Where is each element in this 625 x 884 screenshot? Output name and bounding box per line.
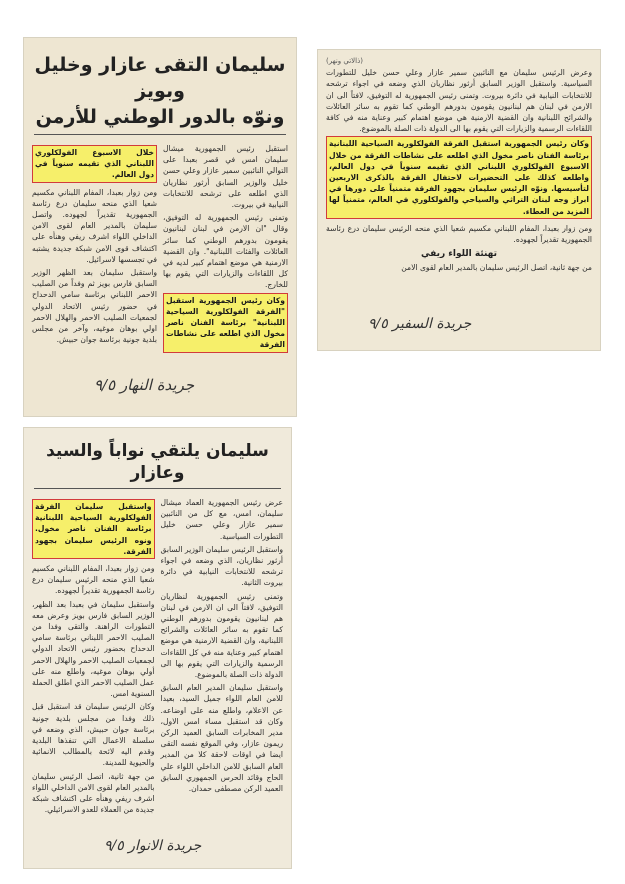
clipping-c-columns (24, 493, 291, 821)
clipping-c-paragraph: واستقبل سليمان في بعبدا بعد الظهر، الوزير السابق فارس بويز وعرض معه التطورات الراهنة. والتقى وفدا من الصليب الاحمر اللبناني برئاسة سامي الدحداح بحضور رئيس الاتحاد الدولي لجمعيات الصليب الاحمر والهلال الاحمر أولي بوهان موغيه، واطلع منه على عمل الصليب الاحمر الذي اطلق الحملة السنوية امس. (32, 599, 155, 699)
clipping-b-handwritten-source: جريدة السفير ٩/٥ (368, 316, 472, 332)
clipping-a-col-right (163, 143, 288, 357)
clipping-annahar (24, 38, 296, 416)
clipping-c-paragraph: عرض رئيس الجمهورية العماد ميشال سليمان، امس، مع كل من النائبين سمير عازار وعلي حسن خليل التطورات السياسية. (160, 498, 283, 541)
clipping-a-handwritten-source: جريدة النهار ٩/٥ (94, 376, 195, 394)
clipping-a-headline-line1: سليمان التقى عازار وخليل وبويز (34, 54, 286, 102)
clipping-b-paragraph: وعرض الرئيس سليمان مع النائبين سمير عازار وعلي حسن خليل للتطورات السياسية. واستقبل الوزير السابق أرثور نظاريان الذي وضعه في اجواء ترشحه للانتخابات النيابية في دائرة بيروت. وتمنى رئيس الجمهورية له التوفيق، لافتاً الى ان الارمن في لبنان هم لبنانيون يقومون بدورهم الوطني كما تقوم به سائر العائلات والشرائح اللبنانية وان القضية الارمنية هي موضع اهتمام كبير وعناية منه في كافة اللقاءات الرسمية والزيارات التي يقوم بها الى الدولة ذات الصلة بالموضوع. (326, 68, 592, 134)
clipping-a-paragraph: ومن زوار بعبدا، المفام اللبناني مكسيم شعيا الذي منحه سليمان درع رئاسة الجمهورية تقديراً لجهوده. واتصل سليمان بالمدير العام لقوى الامن الداخلي اللواء اشرف ريفي وهنأه على اكتشاف قوى الامن شبكة جديدة يشتبه في تجسسها لاسرائيل. (32, 187, 157, 264)
clipping-a-paragraph: استقبل رئيس الجمهورية ميشال سليمان امس في قصر بعبدا على التوالي النائبين سمير عازار وعلي حسن خليل والوزير السابق أرثور نظاريان الذي اطلعه على ترشحه للانتخابات النيابية في بيروت. (163, 144, 288, 210)
clipping-a-paragraph: وتمنى رئيس الجمهورية له التوفيق، وقال "ان الارمن في لبنان لبنانيون يقومون بدورهم الوطني كما سائر العائلات والفئات اللبنانية". وان القضية الارمنية هي موضع اهتمام كبير لديه في كل اللقاءات والزيارات التي يقوم بها للخارج. (163, 213, 288, 290)
clipping-a-highlight-left: خلال الاسبوع الفولكلوري اللبناني الذي تقيمه سنوياً في دول العالم. (32, 145, 157, 183)
clipping-c-paragraph: وكان الرئيس سليمان قد استقبل قبل ذلك وفدا من مجلس بلدية جونية برئاسة جوان حبيش، الذي وضعه في سلسلة الاعمال التي تنفذها البلدية وقدم اليه لائحة بالمطالب الانمائية والحيوية للمدينة. (32, 702, 155, 768)
clipping-c-rule (34, 488, 281, 489)
clipping-assafir (318, 50, 600, 350)
clipping-a-highlight-right: وكان رئيس الجمهورية استقبل "الفرقة الفولكلورية السياحية اللبنانية" برئاسة الفنان ناصر مخول الذي اطلعه على نشاطات الفرقة (163, 293, 288, 353)
clipping-b-top-tag: (ذالاتي ونهر) (326, 57, 363, 65)
clipping-c-paragraph: ومن زوار بعبدا، المفام اللبناني مكسيم شعيا الذي منحه الرئيس سليمان درع رئاسة الجمهورية تقديراً لجهوده. (32, 564, 155, 596)
clipping-c-highlight: واستقبل سليمان الفرقة الفولكلورية السياحية اللبنانية برئاسة الفنان ناصر مخول. ونوه الرئيس سليمان بجهود الفرقة. (32, 499, 155, 559)
clipping-a-headline-line2: ونوّه بالدور الوطني للأرمن (35, 106, 285, 128)
clipping-c-paragraph: واستقبل الرئيس سليمان الوزير السابق أرثور نظاريان، الذي وضعه في اجواء ترشحه للانتخابات النيابية في دائرة بيروت الثانية. (160, 544, 283, 588)
clipping-c-col-right (161, 497, 284, 817)
clipping-c-paragraph: وتمنى رئيس الجمهورية لنظاريان التوفيق، لافتاً الى ان الارمن في لبنان هم لبنانيون يقومون بدورهم الوطني كما تقوم به سائر العائلات والشرائح اللبنانية، وان القضية الارمنية هي موضع اهتمام كبير وعناية منه في كل اللقاءات الرسمية والزيارات التي يقوم بها الى الدولة ذات الصلة بالموضوع. (160, 591, 283, 680)
clipping-c-paragraph: من جهة ثانية، اتصل الرئيس سليمان بالمدير العام لقوى الامن الداخلي اللواء اشرف ريفي وهنأه على اكتشاف شبكة جديدة من العملاء للعدو الاسرائيلي. (32, 771, 155, 815)
clipping-c-handwritten-source: جريدة الانوار ٩/٥ (104, 838, 202, 854)
clipping-a-headline (24, 52, 296, 130)
clipping-b-paragraph: ومن زوار بعبدا، المفام اللبناني مكسيم شعيا الذي منحه الرئيس سليمان درع رئاسة الجمهورية تقديراً لجهوده. (326, 223, 592, 245)
clipping-a-columns (24, 139, 296, 361)
clipping-alanwar (24, 428, 291, 868)
clipping-b-body (318, 50, 600, 276)
clipping-c-headline: سليمان يلتقي نواباً والسيد وعازار (46, 441, 269, 483)
clipping-a-paragraph: واستقبل سليمان بعد الظهر الوزير السابق فارس بويز ثم وفداً من الصليب الاحمر اللبناني برئاسة سامي الدحداح في حضور رئيس الاتحاد الدولي لجمعيات الصليب الاحمر والهلال الاحمر اولي بوهان موغيه، وآخر من مجلس بلدية جونية برئاسة جوان حبيش. (32, 268, 157, 345)
clipping-c-paragraph: واستقبل سليمان المدير العام السابق للامن العام اللواء جميل السيد، بعيدا عن الاعلام، واطلع منه على اوضاعه. وكان قد استقبل مساء امس الاول، مدير المخابرات السابق العميد الركن ريمون عازار، وفي الموقع نفسه التقى ايضا في اوقات لاحقة كلا من المدير العام السابق للامن الداخلي اللواء علي الحاج وقائد الحرس الجمهوري السابق العميد الركن مصطفى حمدان. (160, 683, 283, 794)
clipping-b-closing: من جهة ثانية، اتصل الرئيس سليمان بالمدير العام لقوى الامن (401, 263, 592, 273)
clipping-a-col-left (32, 143, 157, 357)
clipping-c-col-left (32, 497, 155, 817)
clipping-b-highlight: وكان رئيس الجمهورية استقبل الفرقة الفولكلورية السياحية اللبنانية برئاسة الفنان ناصر مخول الذي اطلعه على نشاطات الفرقة من خلال الاسبوع الفولكلوري اللبناني الذي تقيمه سنوياً في دول العالم، واطلعه كذلك على التحضيرات لاحتفال الفرقة بالذكرى الاربعين لتأسيسها. ونوّه الرئيس سليمان بجهود الفرقة متمنياً على دورها في ابراز وجه لبنان التراثي والسياحي والفولكلوري في العالم، متمنياً لها المزيد من العطاء. (326, 136, 592, 218)
clipping-b-subhead: تهنئة اللواء ريفي (420, 249, 497, 260)
clipping-a-rule (34, 134, 286, 135)
